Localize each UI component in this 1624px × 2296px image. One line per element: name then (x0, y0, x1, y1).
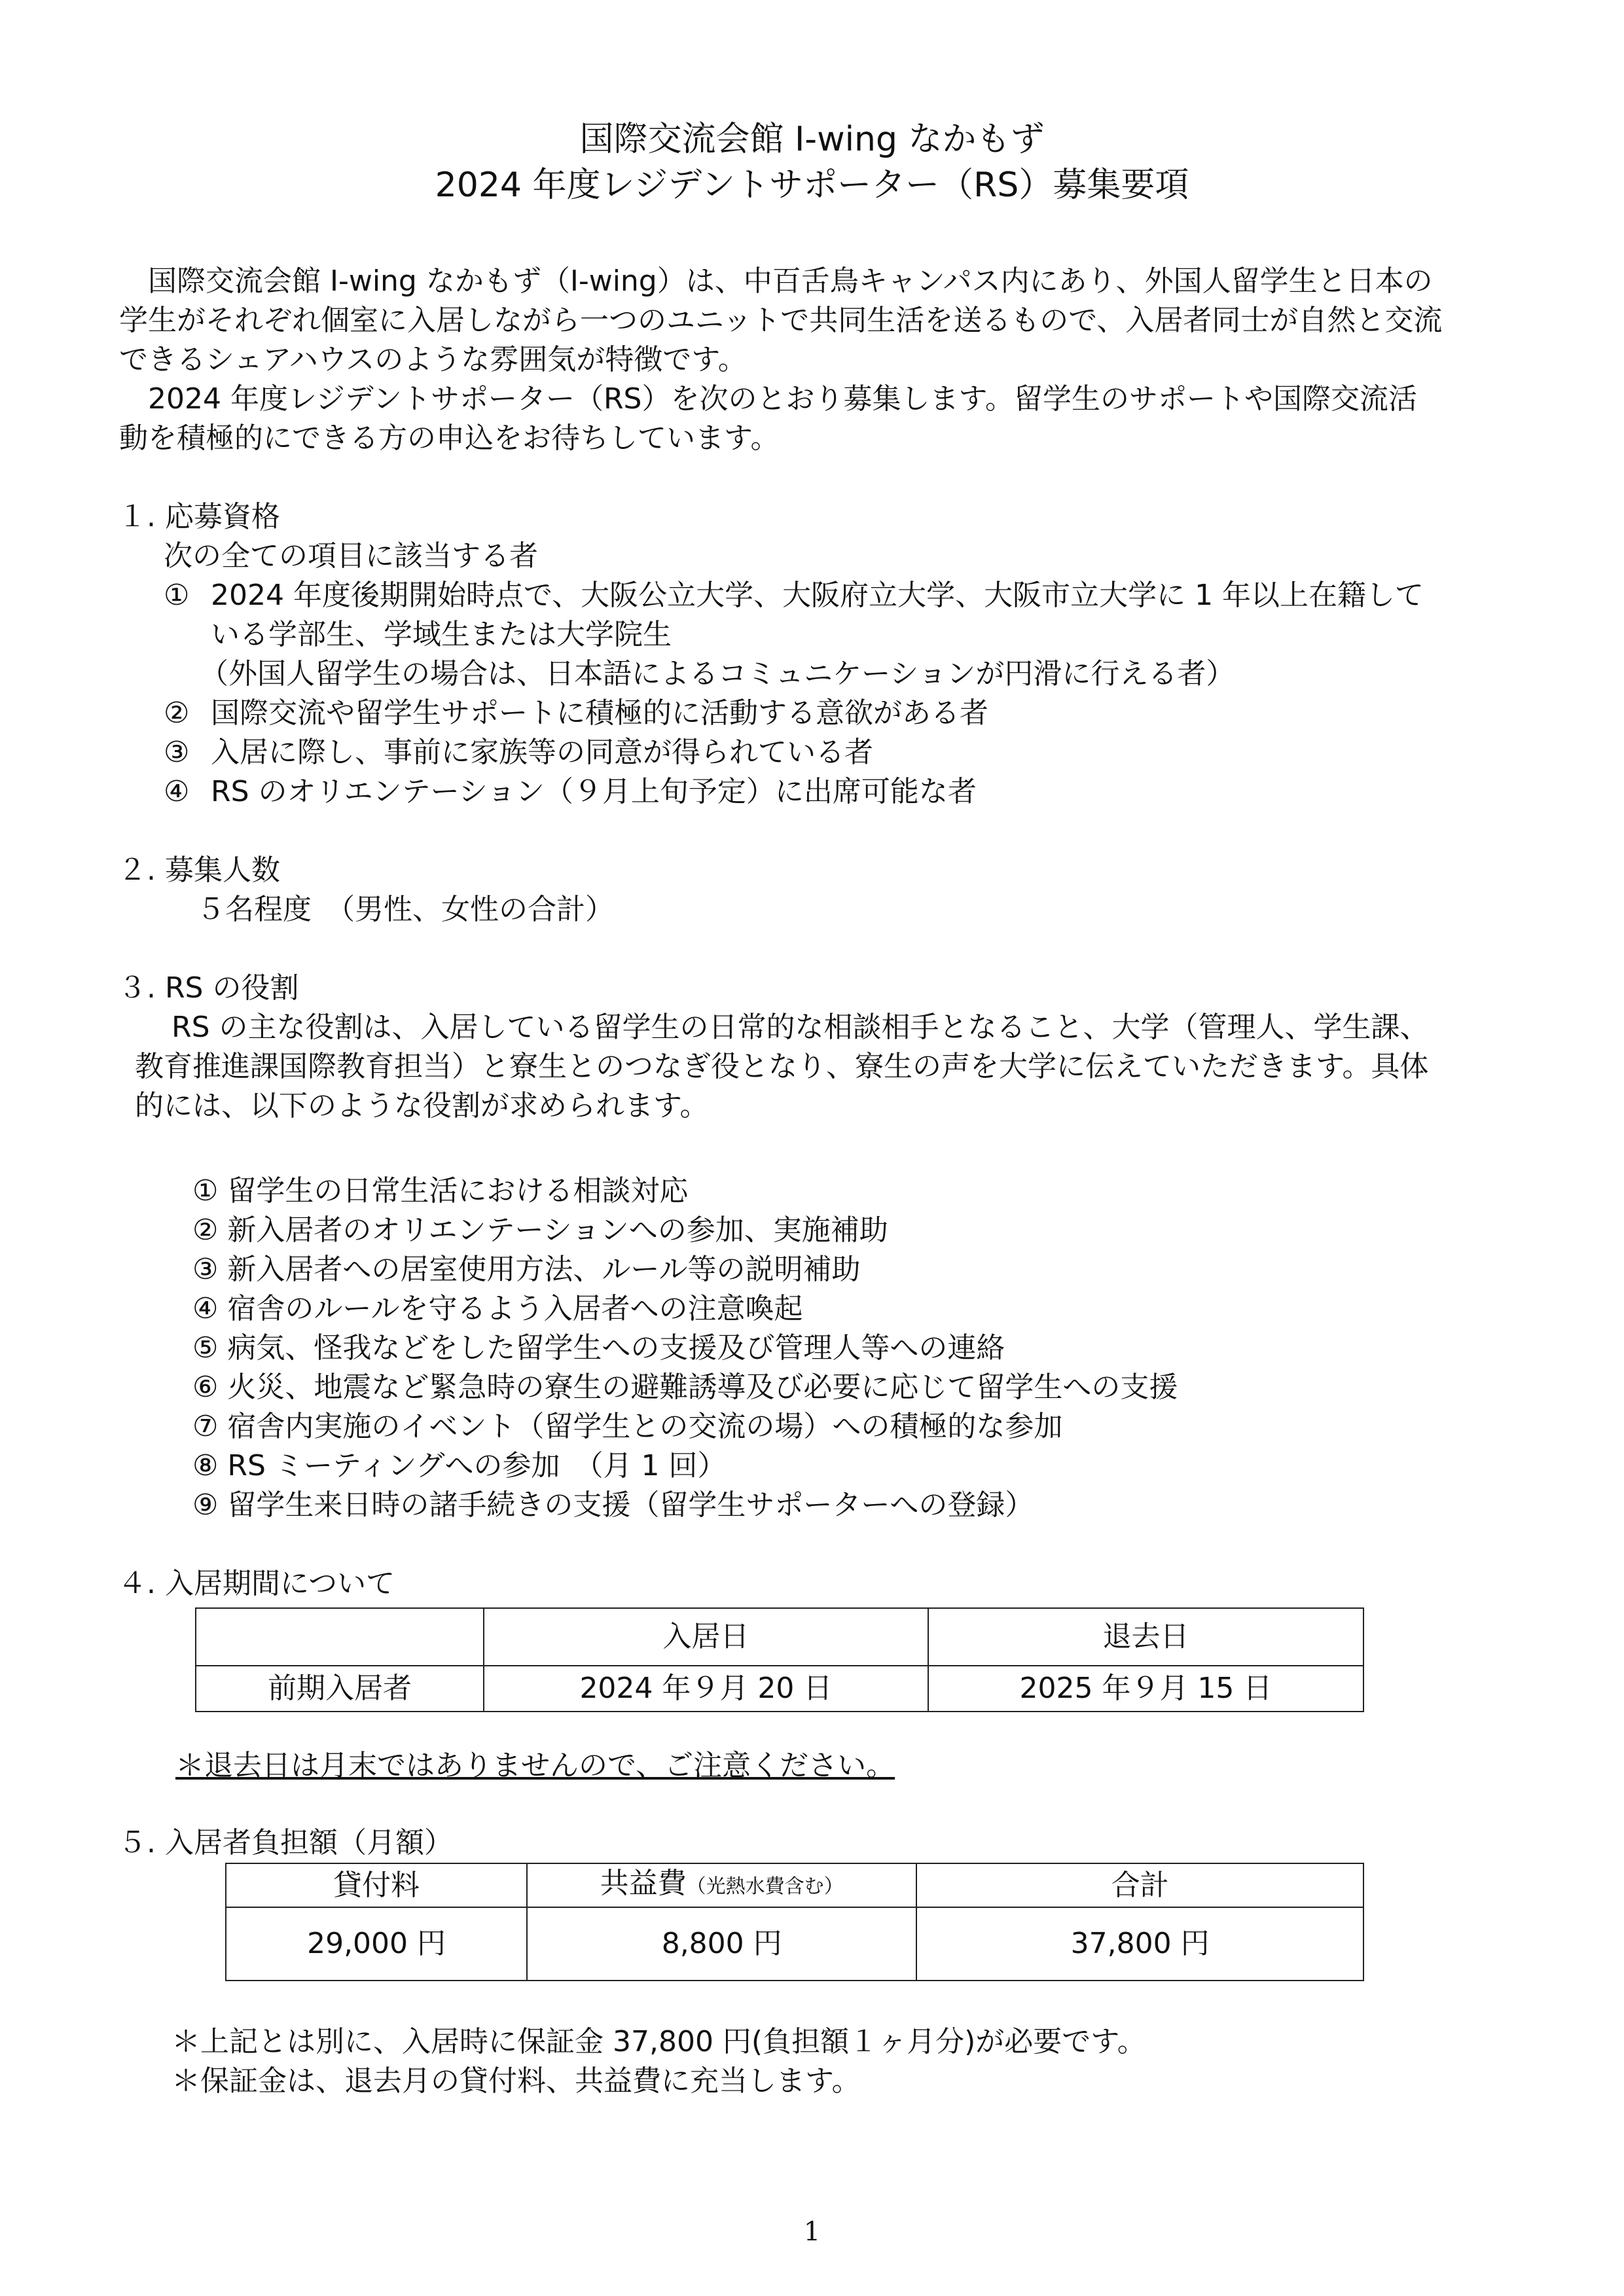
section-4-heading: ４. 入居期間について (118, 1567, 395, 1600)
role-description-line-2: 教育推進課国際教育担当）と寮生とのつなぎ役となり、寮生の声を大学に伝えていただきます。具体 (135, 1050, 1429, 1083)
intro-paragraph-2 (119, 380, 1520, 458)
qualification-1-line-2: いる学部生、学域生または大学院生 (211, 618, 672, 651)
title-line-2: 2024 年度レジデントサポーター（RS）募集要項 (435, 166, 1189, 205)
table-header-move-out: 退去日 (928, 1608, 1363, 1666)
role-item-2: ② 新入居者のオリエンテーションへの参加、実施補助 (192, 1213, 888, 1247)
fee-cell-rent: 29,000 円 (226, 1907, 527, 1981)
qualification-3: 入居に際し、事前に家族等の同意が得られている者 (211, 736, 873, 769)
section-5-heading: ５. 入居者負担額（月額） (118, 1826, 453, 1859)
qualification-marker-2: ② (164, 696, 190, 730)
role-item-9: ⑨ 留学生来日時の諸手続きの支援（留学生サポーターへの登録） (192, 1488, 1034, 1522)
table-cell-move-out-date: 2025 年９月 15 日 (928, 1666, 1363, 1712)
qualification-1-line-3: （外国人留学生の場合は、日本語によるコミュニケーションが円滑に行える者） (200, 657, 1235, 691)
qualification-marker-1: ① (164, 579, 190, 612)
fee-header-common-note: （光熱水費含む） (686, 1875, 844, 1898)
role-item-7: ⑦ 宿舎内実施のイベント（留学生との交流の場）への積極的な参加 (192, 1410, 1063, 1443)
intro-section (119, 262, 1520, 458)
table-row (196, 1666, 1363, 1712)
residence-period-table (195, 1607, 1364, 1712)
fee-header-common (527, 1863, 916, 1907)
section-1-lead: 次の全ての項目に該当する者 (164, 539, 538, 573)
deposit-note-1: ＊上記とは別に、入居時に保証金 37,800 円(負担額１ヶ月分)が必要です。 (171, 2025, 1146, 2058)
role-description-line-1: RS の主な役割は、入居している留学生の日常的な相談相手となること、大学（管理人、学生課、 (171, 1011, 1429, 1044)
role-item-5: ⑤ 病気、怪我などをした留学生への支援及び管理人等への連絡 (192, 1331, 1005, 1365)
deposit-note-2: ＊保証金は、退去月の貸付料、共益費に充当します。 (171, 2064, 861, 2098)
table-header-row (226, 1863, 1363, 1907)
qualification-marker-4: ④ (164, 775, 190, 808)
role-item-1: ① 留学生の日常生活における相談対応 (192, 1174, 689, 1208)
section-3-heading: ３. RS の役割 (118, 971, 299, 1005)
fee-header-total: 合計 (916, 1863, 1363, 1907)
move-out-note: ＊退去日は月末ではありませんので、ご注意ください。 (175, 1749, 895, 1782)
section-2-heading: ２. 募集人数 (118, 853, 280, 887)
role-item-4: ④ 宿舎のルールを守るよう入居者への注意喚起 (192, 1292, 803, 1325)
fee-header-common-label: 共益費 (600, 1867, 687, 1900)
table-row (226, 1907, 1363, 1981)
recruitment-count: ５名程度 （男性、女性の合計） (196, 893, 614, 926)
table-cell-term: 前期入居者 (196, 1666, 484, 1712)
role-description-line-3: 的には、以下のような役割が求められます。 (135, 1089, 709, 1122)
title-line-1: 国際交流会館 I-wing なかもず (579, 120, 1045, 159)
qualification-4: RS のオリエンテーション（９月上旬予定）に出席可能な者 (211, 775, 977, 808)
role-item-8: ⑧ RS ミーティングへの参加 （月 1 回） (192, 1449, 727, 1482)
qualification-marker-3: ③ (164, 736, 190, 769)
qualification-2: 国際交流や留学生サポートに積極的に活動する意欲がある者 (211, 696, 988, 730)
intro-p2-line-2: 動を積極的にできる方の申込をお待ちしています。 (119, 422, 780, 455)
fee-table (225, 1863, 1364, 1981)
role-item-6: ⑥ 火災、地震など緊急時の寮生の避難誘導及び必要に応じて留学生への支援 (192, 1371, 1178, 1404)
table-header-move-in: 入居日 (484, 1608, 928, 1666)
table-header-row (196, 1608, 1363, 1666)
intro-p1-line-1: 国際交流会館 I-wing なかもず（I-wing）は、中百舌鳥キャンパス内にあり、外国人留学生と日本の (148, 264, 1433, 298)
qualification-1-line-1: 2024 年度後期開始時点で、大阪公立大学、大阪府立大学、大阪市立大学に 1 年以上在籍して (211, 579, 1424, 612)
intro-p2-line-1: 2024 年度レジデントサポーター（RS）を次のとおり募集します。留学生のサポートや国際交流活 (148, 382, 1417, 416)
page-number: 1 (803, 2217, 821, 2247)
fee-header-rent: 貸付料 (226, 1863, 527, 1907)
table-header-cell-blank (196, 1608, 484, 1666)
fee-cell-common: 8,800 円 (527, 1907, 916, 1981)
fee-cell-total: 37,800 円 (916, 1907, 1363, 1981)
intro-p1-line-3: できるシェアハウスのような雰囲気が特徴です。 (119, 343, 747, 376)
document-title (0, 117, 1624, 208)
table-cell-move-in-date: 2024 年９月 20 日 (484, 1666, 928, 1712)
intro-p1-line-2: 学生がそれぞれ個室に入居しながら一つのユニットで共同生活を送るもので、入居者同士が自然と交流 (119, 304, 1443, 337)
role-item-3: ③ 新入居者への居室使用方法、ルール等の説明補助 (192, 1253, 861, 1286)
section-1-heading: １. 応募資格 (118, 500, 280, 533)
intro-paragraph-1 (119, 262, 1520, 380)
